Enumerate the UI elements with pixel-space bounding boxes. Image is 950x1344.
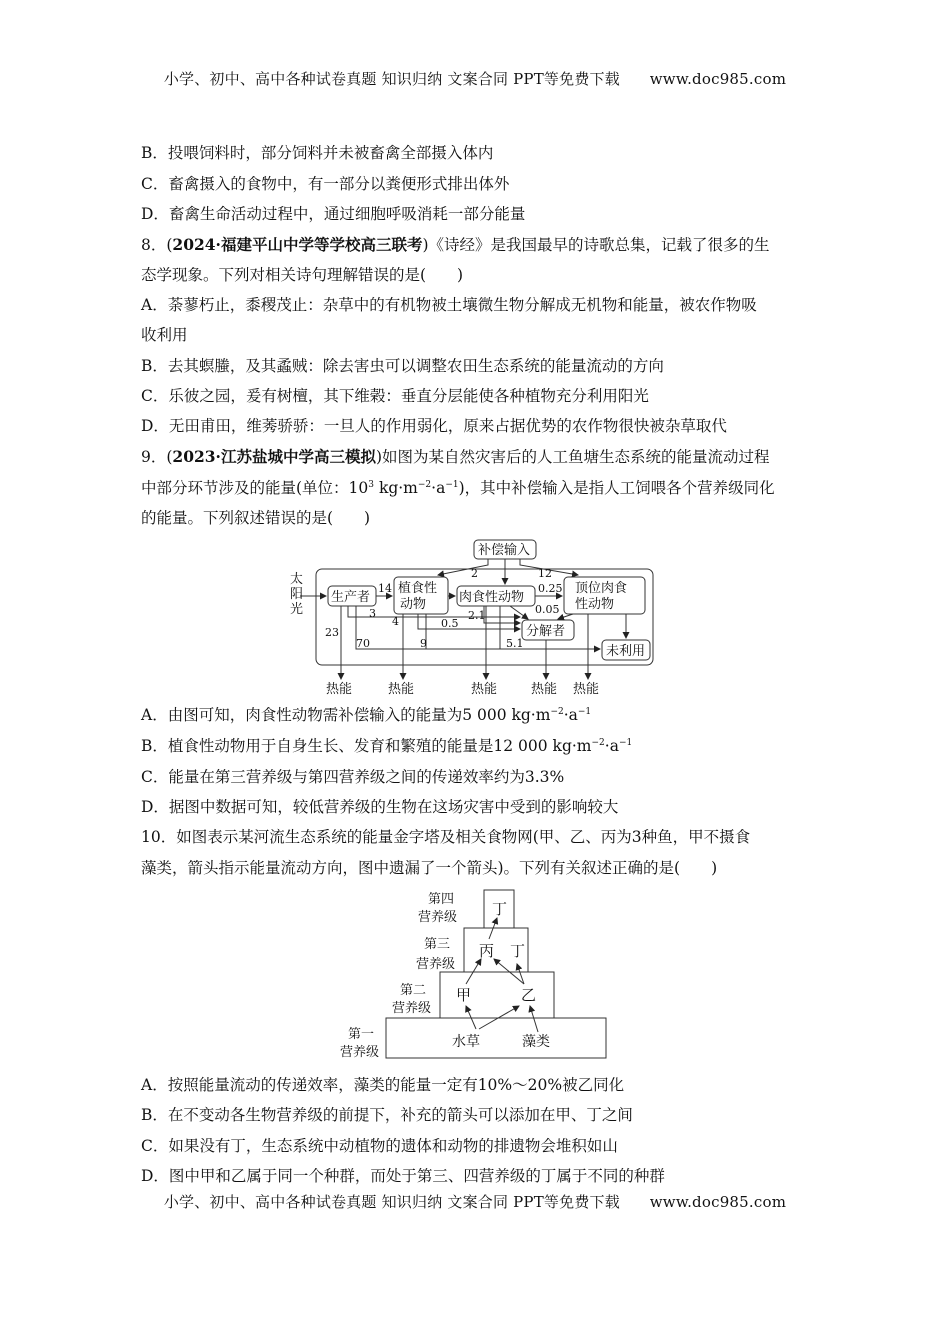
q9-option-a-text: A．由图可知，肉食性动物需补偿输入的能量为5 000 kg·m — [141, 706, 551, 724]
q9-option-d: D．据图中数据可知，较低营养级的生物在这场灾害中受到的影响较大 — [141, 798, 619, 816]
q9-stem-line1 — [141, 447, 770, 467]
q8-stem1: )《诗经》是我国最早的诗歌总集，记载了很多的生 — [422, 236, 770, 254]
heat-label-5: 热能 — [573, 682, 600, 697]
yi-label: 乙 — [521, 986, 537, 1004]
energy-pyramid — [336, 884, 616, 1064]
q7-option-b: B．投喂饲料时，部分饲料并未被畜禽全部摄入体内 — [141, 144, 494, 162]
shuicao-label: 水草 — [452, 1034, 480, 1050]
q8-option-a: A．荼蓼朽止，黍稷茂止：杂草中的有机物被土壤微生物分解成无机物和能量，被农作物吸 — [141, 296, 757, 314]
value-5-1: 5.1 — [506, 637, 524, 650]
value-0-25: 0.25 — [538, 582, 563, 595]
q9-stem2-c: ·a — [431, 479, 446, 497]
heat-label-1: 热能 — [326, 682, 353, 697]
q9-sup: −1 — [618, 737, 633, 748]
q9-option-a-mid: ·a — [563, 706, 578, 724]
q9-sup: −1 — [577, 706, 592, 717]
q9-stem1: )如图为某自然灾害后的人工鱼塘生态系统的能量流动过程 — [375, 448, 770, 466]
q9-sup: −2 — [550, 706, 564, 717]
header-url[interactable]: www.doc985.com — [649, 70, 787, 88]
value-14: 14 — [378, 582, 392, 595]
q9-source: 2023·江苏盐城中学高三模拟 — [172, 447, 376, 466]
value-23: 23 — [325, 626, 339, 639]
q10-stem-line2: 藻类，箭头指示能量流动方向，图中遗漏了一个箭头)。下列有关叙述正确的是( ) — [141, 859, 718, 877]
herbivore-label-2: 动物 — [400, 597, 427, 612]
value-0-5: 0.5 — [441, 617, 459, 630]
unused-label: 未利用 — [606, 644, 646, 659]
q9-option-a — [141, 705, 591, 725]
heat-label-2: 热能 — [388, 682, 415, 697]
value-2: 2 — [471, 567, 478, 580]
q10-option-c: C．如果没有丁，生态系统中动植物的遗体和动物的排遗物会堆积如山 — [141, 1137, 618, 1155]
footer-url[interactable]: www.doc985.com — [649, 1193, 787, 1211]
bing-label: 丙 — [479, 942, 495, 960]
q9-stem-line2 — [141, 478, 775, 498]
heat-label-3: 热能 — [471, 682, 498, 697]
compensation-label: 补偿输入 — [478, 543, 531, 558]
top-carnivore-label-1: 顶位肉食 — [575, 581, 628, 596]
sun-label-2: 阳 — [290, 587, 304, 602]
jia-label: 甲 — [456, 986, 472, 1004]
sun-label-1: 太 — [290, 572, 304, 587]
q8-stem-line2: 态学现象。下列对相关诗句理解错误的是( ) — [141, 266, 464, 284]
q8-option-a-cont: 收利用 — [141, 326, 188, 344]
q8-option-d: D．无田甫田，维莠骄骄：一旦人的作用弱化，原来占据优势的农作物很快被杂草取代 — [141, 417, 727, 435]
energy-flow-diagram — [288, 537, 668, 697]
q9-sup: −1 — [445, 479, 459, 490]
value-4: 4 — [392, 615, 399, 628]
level-4-label-2: 营养级 — [418, 910, 458, 925]
level-2-label-1: 第二 — [400, 983, 427, 998]
q10-option-d: D．图中甲和乙属于同一个种群，而处于第三、四营养级的丁属于不同的种群 — [141, 1167, 665, 1185]
level-1-label-1: 第一 — [348, 1027, 375, 1042]
q9-option-b-mid: ·a — [604, 737, 619, 755]
q9-stem2-a: 中部分环节涉及的能量(单位：10 — [141, 479, 369, 497]
page-footer — [0, 1191, 950, 1212]
q7-option-c: C．畜禽摄入的食物中，有一部分以粪便形式排出体外 — [141, 175, 510, 193]
q9-option-b-text: B．植食性动物用于自身生长、发育和繁殖的能量是12 000 kg·m — [141, 737, 592, 755]
q9-sup: −2 — [591, 737, 605, 748]
value-9: 9 — [420, 637, 427, 650]
sun-label-3: 光 — [290, 602, 304, 617]
q7-option-d: D．畜禽生命活动过程中，通过细胞呼吸消耗一部分能量 — [141, 205, 526, 223]
q9-option-b — [141, 736, 632, 756]
q9-sup: −2 — [417, 479, 432, 490]
q9-stem-line3: 的能量。下列叙述错误的是( ) — [141, 509, 371, 527]
value-0-05: 0.05 — [535, 603, 560, 616]
q9-sup: 3 — [368, 479, 375, 490]
q9-stem2-b: kg·m — [374, 479, 418, 497]
q10-option-a: A．按照能量流动的传递效率，藻类的能量一定有10%～20%被乙同化 — [141, 1076, 625, 1094]
header-text: 小学、初中、高中各种试卷真题 知识归纳 文案合同 PPT等免费下载 — [163, 70, 620, 88]
level-2-label-2: 营养级 — [392, 1001, 432, 1016]
level-1-box — [386, 1018, 606, 1058]
value-3: 3 — [369, 607, 376, 620]
value-70: 70 — [356, 637, 370, 650]
value-2-1: 2.1 — [468, 609, 486, 622]
level-1-label-2: 营养级 — [340, 1045, 380, 1060]
q10-stem-line1: 10．如图表示某河流生态系统的能量金字塔及相关食物网(甲、乙、丙为3种鱼，甲不摄食 — [141, 828, 751, 846]
q9-number: 9．( — [141, 448, 173, 466]
ding-label: 丁 — [510, 942, 526, 960]
q9-option-c: C．能量在第三营养级与第四营养级之间的传递效率约为3.3% — [141, 768, 565, 786]
value-12: 12 — [538, 567, 552, 580]
decomposer-label: 分解者 — [526, 624, 566, 639]
footer-text: 小学、初中、高中各种试卷真题 知识归纳 文案合同 PPT等免费下载 — [163, 1193, 620, 1211]
level-3-label-2: 营养级 — [416, 957, 456, 972]
level-3-label-1: 第三 — [424, 937, 451, 952]
zaolei-label: 藻类 — [522, 1034, 550, 1050]
herbivore-label-1: 植食性 — [398, 581, 438, 596]
top-carnivore-label-2: 性动物 — [575, 597, 615, 612]
q8-number: 8．( — [141, 236, 173, 254]
q8-option-c: C．乐彼之园，爰有树檀，其下维榖：垂直分层能使各种植物充分利用阳光 — [141, 387, 649, 405]
page-header — [0, 68, 950, 89]
producer-label: 生产者 — [331, 590, 371, 605]
ding-top-label: 丁 — [492, 900, 508, 918]
q8-stem-line1 — [141, 235, 770, 255]
heat-label-4: 热能 — [531, 682, 558, 697]
q9-stem2-d: )，其中补偿输入是指人工饲喂各个营养级同化 — [458, 479, 775, 497]
carnivore-label: 肉食性动物 — [459, 590, 525, 605]
q8-source: 2024·福建平山中学等学校高三联考 — [172, 235, 423, 254]
q10-option-b: B．在不变动各生物营养级的前提下，补充的箭头可以添加在甲、丁之间 — [141, 1106, 633, 1124]
q8-option-b: B．去其螟螣，及其蟊贼：除去害虫可以调整农田生态系统的能量流动的方向 — [141, 357, 664, 375]
level-4-label-1: 第四 — [428, 892, 455, 907]
